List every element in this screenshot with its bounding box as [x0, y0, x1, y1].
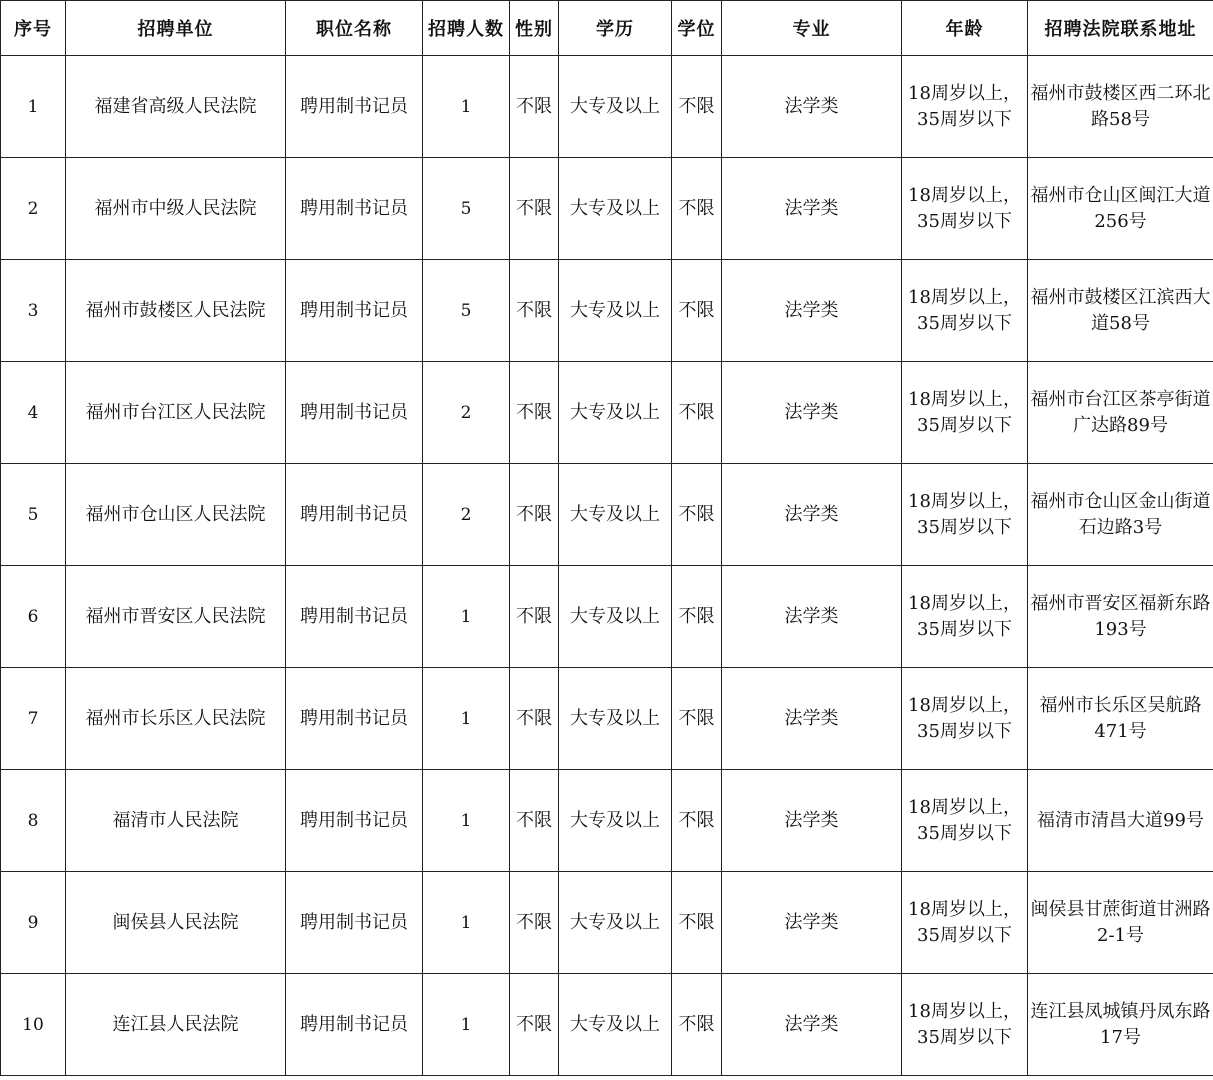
cell-address: 闽侯县甘蔗街道甘洲路2-1号 [1028, 872, 1213, 974]
cell-education: 大专及以上 [559, 56, 672, 158]
cell-degree: 不限 [672, 464, 722, 566]
cell-education: 大专及以上 [559, 974, 672, 1076]
age-line-1: 18周岁以上， [908, 592, 1021, 614]
header-major: 专业 [722, 1, 902, 56]
cell-gender: 不限 [510, 260, 559, 362]
cell-position: 聘用制书记员 [286, 770, 423, 872]
cell-education: 大专及以上 [559, 566, 672, 668]
cell-count: 1 [423, 872, 510, 974]
table-row [1, 668, 1213, 770]
age-line-1: 18周岁以上， [908, 796, 1021, 818]
cell-major: 法学类 [722, 464, 902, 566]
cell-age [902, 668, 1028, 770]
cell-gender: 不限 [510, 566, 559, 668]
header-gender: 性别 [510, 1, 559, 56]
cell-age [902, 872, 1028, 974]
cell-major: 法学类 [722, 566, 902, 668]
cell-no: 7 [1, 668, 66, 770]
cell-age [902, 158, 1028, 260]
age-line-2: 35周岁以下 [917, 108, 1012, 130]
cell-unit: 福州市仓山区人民法院 [66, 464, 286, 566]
cell-no: 2 [1, 158, 66, 260]
table-row [1, 362, 1213, 464]
cell-address: 福州市长乐区吴航路471号 [1028, 668, 1213, 770]
cell-no: 5 [1, 464, 66, 566]
cell-gender: 不限 [510, 464, 559, 566]
cell-gender: 不限 [510, 770, 559, 872]
cell-count: 5 [423, 260, 510, 362]
cell-count: 5 [423, 158, 510, 260]
cell-unit: 连江县人民法院 [66, 974, 286, 1076]
cell-no: 8 [1, 770, 66, 872]
cell-position: 聘用制书记员 [286, 566, 423, 668]
cell-position: 聘用制书记员 [286, 260, 423, 362]
cell-no: 1 [1, 56, 66, 158]
cell-degree: 不限 [672, 668, 722, 770]
cell-unit: 福州市台江区人民法院 [66, 362, 286, 464]
cell-education: 大专及以上 [559, 158, 672, 260]
cell-degree: 不限 [672, 770, 722, 872]
cell-position: 聘用制书记员 [286, 158, 423, 260]
cell-position: 聘用制书记员 [286, 362, 423, 464]
cell-age [902, 362, 1028, 464]
cell-unit: 闽侯县人民法院 [66, 872, 286, 974]
header-count: 招聘人数 [423, 1, 510, 56]
cell-no: 6 [1, 566, 66, 668]
age-line-2: 35周岁以下 [917, 414, 1012, 436]
cell-address: 福州市鼓楼区西二环北路58号 [1028, 56, 1213, 158]
cell-degree: 不限 [672, 158, 722, 260]
cell-degree: 不限 [672, 872, 722, 974]
cell-education: 大专及以上 [559, 770, 672, 872]
cell-degree: 不限 [672, 56, 722, 158]
header-degree: 学位 [672, 1, 722, 56]
cell-address: 福州市晋安区福新东路193号 [1028, 566, 1213, 668]
header-age: 年龄 [902, 1, 1028, 56]
cell-address: 福州市仓山区闽江大道256号 [1028, 158, 1213, 260]
cell-education: 大专及以上 [559, 872, 672, 974]
table-body [1, 56, 1213, 1076]
cell-degree: 不限 [672, 260, 722, 362]
cell-gender: 不限 [510, 158, 559, 260]
age-line-2: 35周岁以下 [917, 924, 1012, 946]
age-line-1: 18周岁以上， [908, 1000, 1021, 1022]
cell-gender: 不限 [510, 974, 559, 1076]
cell-age [902, 566, 1028, 668]
cell-degree: 不限 [672, 362, 722, 464]
cell-address: 连江县凤城镇丹凤东路17号 [1028, 974, 1213, 1076]
cell-age [902, 260, 1028, 362]
age-line-1: 18周岁以上， [908, 286, 1021, 308]
table-row [1, 260, 1213, 362]
cell-address: 福州市鼓楼区江滨西大道58号 [1028, 260, 1213, 362]
cell-education: 大专及以上 [559, 464, 672, 566]
cell-degree: 不限 [672, 974, 722, 1076]
age-line-1: 18周岁以上， [908, 82, 1021, 104]
cell-unit: 福州市鼓楼区人民法院 [66, 260, 286, 362]
cell-gender: 不限 [510, 56, 559, 158]
cell-unit: 福州市长乐区人民法院 [66, 668, 286, 770]
cell-major: 法学类 [722, 872, 902, 974]
table-row [1, 872, 1213, 974]
cell-major: 法学类 [722, 668, 902, 770]
cell-address: 福州市仓山区金山街道石边路3号 [1028, 464, 1213, 566]
cell-position: 聘用制书记员 [286, 464, 423, 566]
cell-position: 聘用制书记员 [286, 872, 423, 974]
age-line-1: 18周岁以上， [908, 184, 1021, 206]
age-line-2: 35周岁以下 [917, 720, 1012, 742]
age-line-2: 35周岁以下 [917, 312, 1012, 334]
age-line-1: 18周岁以上， [908, 898, 1021, 920]
table-row [1, 158, 1213, 260]
header-no: 序号 [1, 1, 66, 56]
age-line-1: 18周岁以上， [908, 490, 1021, 512]
table-row [1, 770, 1213, 872]
cell-age [902, 464, 1028, 566]
cell-major: 法学类 [722, 260, 902, 362]
cell-count: 1 [423, 566, 510, 668]
cell-count: 1 [423, 56, 510, 158]
cell-unit: 福州市晋安区人民法院 [66, 566, 286, 668]
cell-count: 2 [423, 362, 510, 464]
header-position: 职位名称 [286, 1, 423, 56]
header-education: 学历 [559, 1, 672, 56]
cell-major: 法学类 [722, 770, 902, 872]
header-address: 招聘法院联系地址 [1028, 1, 1213, 56]
cell-address: 福清市清昌大道99号 [1028, 770, 1213, 872]
cell-no: 3 [1, 260, 66, 362]
cell-gender: 不限 [510, 872, 559, 974]
age-line-2: 35周岁以下 [917, 210, 1012, 232]
cell-age [902, 974, 1028, 1076]
cell-position: 聘用制书记员 [286, 56, 423, 158]
cell-age [902, 770, 1028, 872]
age-line-2: 35周岁以下 [917, 516, 1012, 538]
cell-count: 1 [423, 770, 510, 872]
table-row [1, 56, 1213, 158]
cell-position: 聘用制书记员 [286, 974, 423, 1076]
table-row [1, 566, 1213, 668]
age-line-2: 35周岁以下 [917, 618, 1012, 640]
table-row [1, 974, 1213, 1076]
cell-major: 法学类 [722, 362, 902, 464]
cell-unit: 福建省高级人民法院 [66, 56, 286, 158]
cell-education: 大专及以上 [559, 260, 672, 362]
age-line-1: 18周岁以上， [908, 694, 1021, 716]
cell-no: 9 [1, 872, 66, 974]
cell-count: 1 [423, 974, 510, 1076]
cell-position: 聘用制书记员 [286, 668, 423, 770]
cell-unit: 福清市人民法院 [66, 770, 286, 872]
cell-gender: 不限 [510, 362, 559, 464]
cell-gender: 不限 [510, 668, 559, 770]
cell-degree: 不限 [672, 566, 722, 668]
header-row [1, 1, 1213, 56]
cell-major: 法学类 [722, 56, 902, 158]
cell-major: 法学类 [722, 158, 902, 260]
cell-education: 大专及以上 [559, 668, 672, 770]
cell-age [902, 56, 1028, 158]
cell-no: 4 [1, 362, 66, 464]
header-unit: 招聘单位 [66, 1, 286, 56]
cell-count: 2 [423, 464, 510, 566]
cell-address: 福州市台江区茶亭街道广达路89号 [1028, 362, 1213, 464]
age-line-2: 35周岁以下 [917, 1026, 1012, 1048]
cell-no: 10 [1, 974, 66, 1076]
table-header [1, 1, 1213, 56]
cell-major: 法学类 [722, 974, 902, 1076]
table-row [1, 464, 1213, 566]
age-line-1: 18周岁以上， [908, 388, 1021, 410]
cell-unit: 福州市中级人民法院 [66, 158, 286, 260]
age-line-2: 35周岁以下 [917, 822, 1012, 844]
cell-count: 1 [423, 668, 510, 770]
cell-education: 大专及以上 [559, 362, 672, 464]
